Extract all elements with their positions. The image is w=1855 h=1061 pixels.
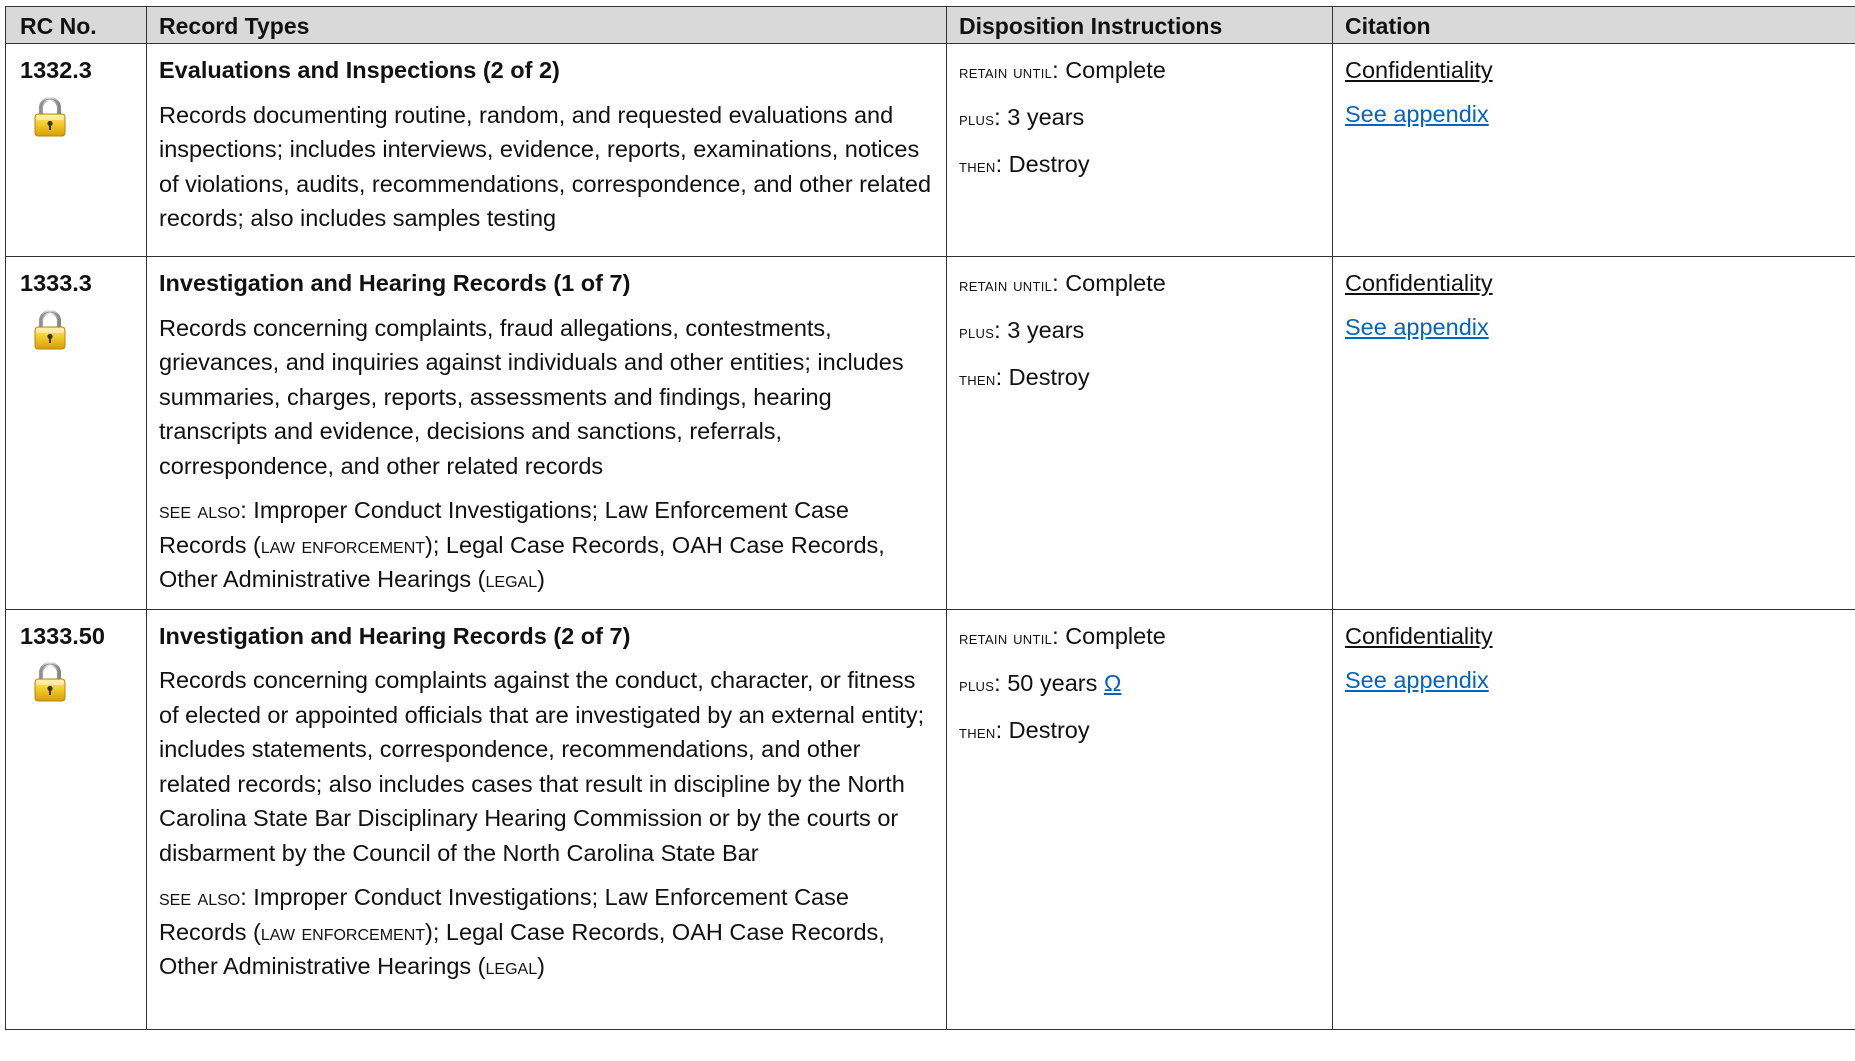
retain-until-value: : Complete (1052, 622, 1166, 649)
table-row (6, 257, 1855, 610)
record-description: Records documenting routine, random, and requested evaluations and inspections; includes interviews, evidence, reports, examinations, notices of violations, audits, recommendations, correspondence, and other related records; also includes samples testing (159, 101, 932, 231)
see-also-text: : Improper Conduct Investigations; Law Enforcement Case Records ( (159, 884, 849, 945)
confidentiality-link[interactable]: Confidentiality (1345, 622, 1493, 649)
see-also-text: ); Legal Case Records, OAH Case Records, Other Administrative Hearings ( (159, 531, 885, 592)
then-line (959, 713, 1320, 751)
rc-no-cell (6, 44, 147, 257)
see-appendix-link[interactable]: See appendix (1345, 666, 1489, 693)
lock-icon (33, 309, 67, 351)
see-also-label: see also (159, 884, 241, 910)
plus-value: : 3 years (994, 104, 1085, 130)
disposition-cell (947, 609, 1333, 1029)
omega-link[interactable]: Ω (1103, 669, 1122, 696)
plus-label: plus (959, 109, 995, 130)
record-description: Records concerning complaints, fraud allegations, contestments, grievances, and inquiries against individuals and other entities; includes summaries, charges, reports, assessments and findings, hearing transcripts and evidence, decisions and sanctions, referrals, correspondence, and other related records (159, 314, 904, 479)
disposition-cell (947, 44, 1333, 257)
plus-line (959, 313, 1320, 351)
then-value: : Destroy (995, 716, 1090, 743)
rc-no-cell (6, 609, 147, 1029)
see-also-text: ) (537, 566, 545, 592)
see-appendix-link[interactable]: See appendix (1345, 314, 1489, 340)
retain-until-value: : Complete (1052, 57, 1166, 83)
plus-line (959, 666, 1320, 704)
see-appendix-link[interactable]: See appendix (1345, 101, 1489, 127)
plus-line (959, 100, 1320, 138)
rc-no-cell (6, 257, 147, 610)
retention-schedule-table (5, 6, 1855, 1030)
retain-until-label: retain until (959, 275, 1053, 296)
record-title: Investigation and Hearing Records (1 of 7) (159, 270, 631, 296)
column-header-record-types: Record Types (147, 7, 947, 44)
retain-until-line (959, 266, 1320, 304)
retain-until-line (959, 53, 1320, 91)
retain-until-line (959, 619, 1320, 657)
record-description: Records concerning complaints against the conduct, character, or fitness of elected or appointed officials that are investigated by an external entity; includes statements, correspondence, recommendations, and other related records; also includes cases that result in discipline by the North Carolina State Bar Disciplinary Hearing Commission or by the courts or disbarment by the Council of the North Carolina State Bar (159, 667, 925, 866)
record-title: Investigation and Hearing Records (2 of 7) (159, 622, 631, 649)
then-line (959, 147, 1320, 185)
see-also-text: ) (537, 953, 545, 979)
then-label: then (959, 369, 996, 390)
record-type-cell (147, 44, 947, 257)
see-also-category: legal (485, 566, 538, 592)
table-row (6, 44, 1855, 257)
see-also-category: law enforcement (260, 531, 426, 558)
rc-number: 1332.3 (20, 57, 92, 83)
then-line (959, 360, 1320, 398)
rc-number: 1333.3 (20, 270, 92, 296)
plus-label: plus (959, 674, 995, 696)
table-header-row (6, 7, 1855, 44)
plus-label: plus (959, 322, 995, 343)
column-header-rc-no: RC No. (6, 7, 147, 44)
plus-value: : 50 years (994, 669, 1104, 696)
lock-icon (33, 661, 67, 703)
confidentiality-link[interactable]: Confidentiality (1345, 57, 1493, 83)
retain-until-label: retain until (959, 62, 1053, 83)
see-also (159, 880, 934, 984)
record-type-cell (147, 609, 947, 1029)
confidentiality-link[interactable]: Confidentiality (1345, 270, 1493, 296)
column-header-disposition: Disposition Instructions (947, 7, 1333, 44)
retain-until-label: retain until (959, 627, 1053, 649)
see-also-text: ); Legal Case Records, OAH Case Records, Other Administrative Hearings ( (159, 918, 885, 979)
see-also-text: : Improper Conduct Investigations; Law Enforcement Case Records ( (159, 497, 849, 558)
see-also-category: law enforcement (260, 918, 426, 945)
see-also-label: see also (159, 497, 241, 523)
disposition-cell (947, 257, 1333, 610)
then-label: then (959, 721, 996, 743)
see-also (159, 493, 934, 597)
citation-cell (1333, 257, 1855, 610)
retain-until-value: : Complete (1052, 270, 1166, 296)
column-header-citation: Citation (1333, 7, 1855, 44)
record-title: Evaluations and Inspections (2 of 2) (159, 57, 560, 83)
table-row (6, 609, 1855, 1029)
lock-icon (33, 96, 67, 138)
then-label: then (959, 156, 996, 177)
citation-cell (1333, 44, 1855, 257)
rc-number: 1333.50 (20, 622, 105, 649)
citation-cell (1333, 609, 1855, 1029)
then-value: : Destroy (995, 151, 1090, 177)
plus-value: : 3 years (994, 317, 1085, 343)
record-type-cell (147, 257, 947, 610)
see-also-category: legal (485, 953, 538, 979)
then-value: : Destroy (995, 364, 1090, 390)
